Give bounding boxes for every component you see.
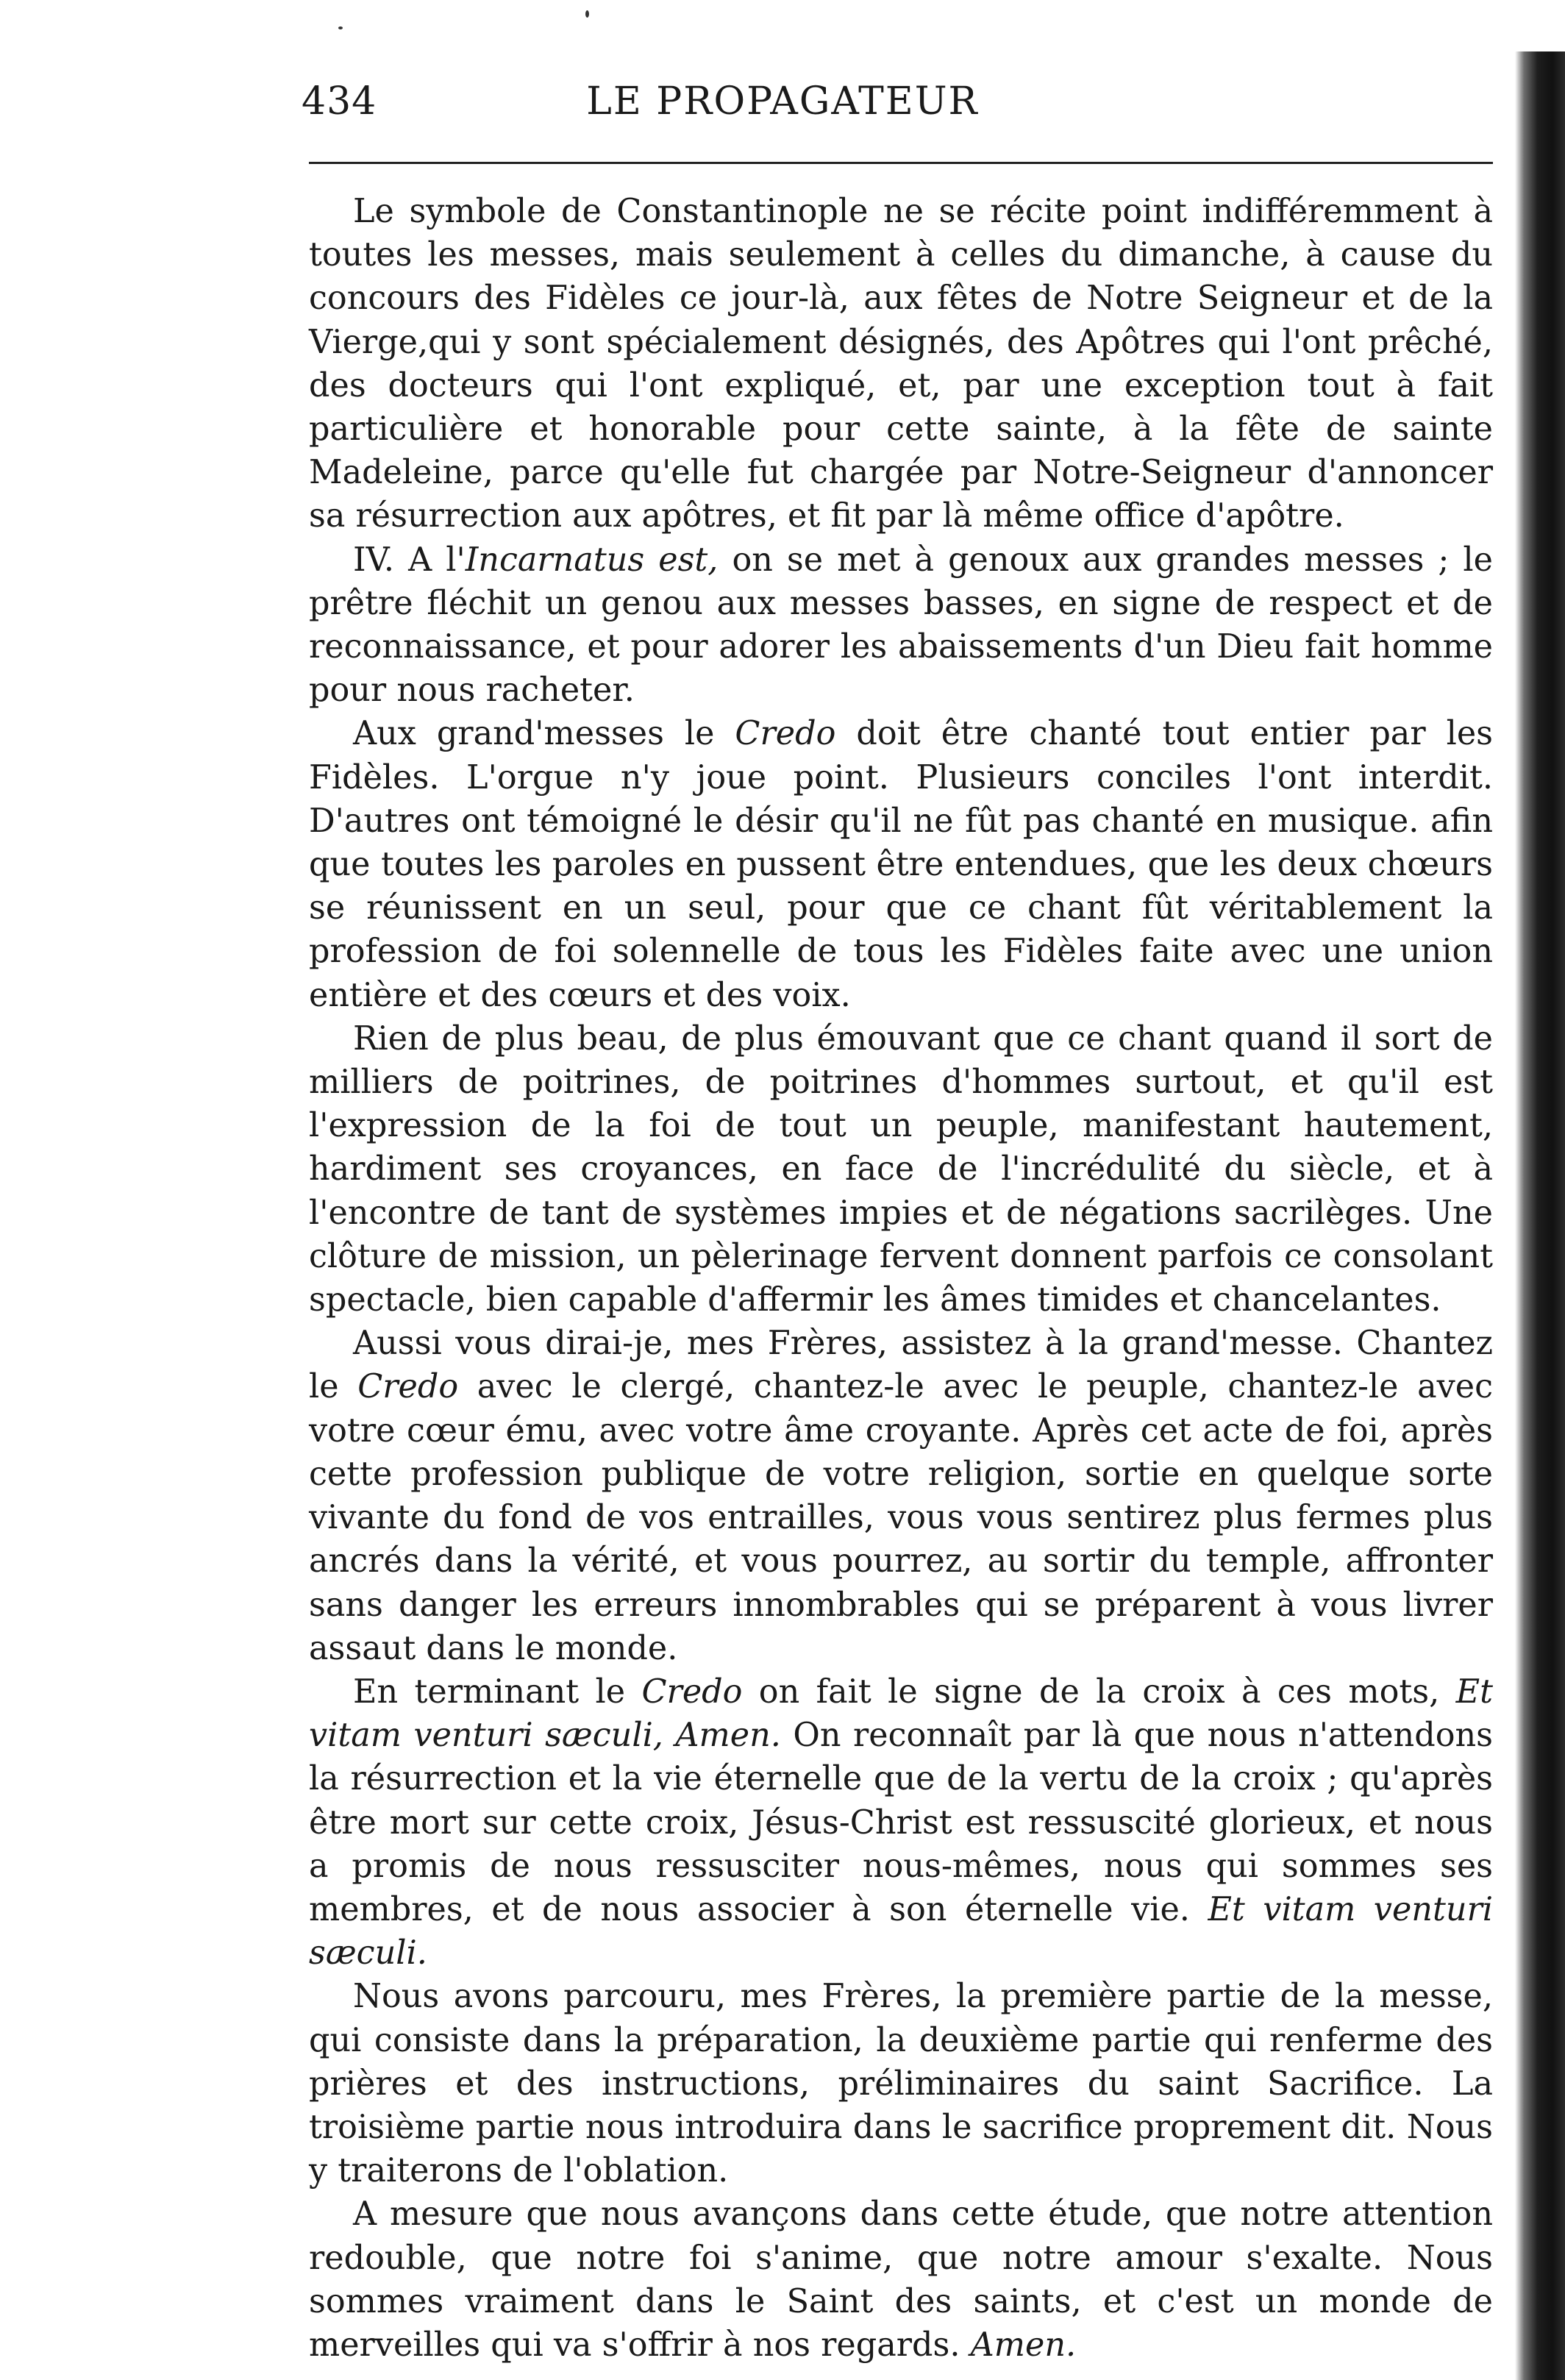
italic-phrase: Credo	[641, 1672, 743, 1711]
page-edge-shadow	[1515, 0, 1565, 2380]
header-rule	[309, 162, 1493, 164]
text-run: on fait le signe de la croix à ces mots,	[742, 1672, 1456, 1711]
ink-speck	[585, 10, 589, 18]
text-run: doit être chanté tout entier par les Fidèles. L'orgue n'y joue point. Plusieurs conciles l'ont interdit. D'autres ont témoigné le désir qu'il ne fût pas chanté en musique. afin que toutes les paroles en pussent être entendues, que les deux chœurs se réunissent en un seul, pour que ce chant fût véritablement la profession de foi solennelle de tous les Fidèles faite avec une union entière et des cœurs et des voix.	[309, 715, 1493, 1014]
paragraph	[309, 1670, 1493, 1975]
page-edge-top	[1515, 0, 1565, 51]
page-number: 434	[302, 79, 377, 124]
text-run: En terminant le	[353, 1672, 642, 1711]
text-run: Rien de plus beau, de plus émouvant que ce chant quand il sort de milliers de poitrines, de poitrines d'hommes surtout, et qu'il est l'expression de la foi de tout un peuple, manifestant hautement, hardiment ses croyances, en face de l'incrédulité du siècle, et à l'encontre de tant de systèmes impies et de négations sacrilèges. Une clôture de mission, un pèlerinage fervent donnent parfois ce consolant spectacle, bien capable d'affermir les âmes timides et chancelantes.	[309, 1019, 1493, 1319]
italic-phrase: Credo	[357, 1368, 459, 1406]
paragraph	[309, 1975, 1493, 2192]
text-run: Aux grand'messes le	[353, 715, 735, 753]
italic-phrase: Amen.	[970, 2326, 1077, 2364]
ink-speck	[338, 26, 343, 29]
paragraph	[309, 538, 1493, 713]
italic-phrase: Et vitam venturi sæculi, Amen.	[309, 1672, 1493, 1755]
text-run: A mesure que nous avançons dans cette étude, que notre attention redouble, que notre foi s'anime, que notre amour s'exalte. Nous sommes vraiment dans le Saint des saints, et c'est un monde de merveilles qui va s'offrir à nos regards.	[309, 2195, 1493, 2364]
body-text	[309, 190, 1493, 2367]
text-run: IV. A l'	[353, 541, 466, 579]
paragraph	[309, 1322, 1493, 1670]
italic-phrase: Credo	[735, 715, 836, 753]
text-run: Le symbole de Constantinople ne se récite point indifféremment à toutes les messes, mais seulement à celles du dimanche, à cause du concours des Fidèles ce jour-là, aux fêtes de Notre Seigneur et de la Vierge,qui y sont spécialement désignés, des Apôtres qui l'ont prêché, des docteurs qui l'ont expliqué, et, par une exception tout à fait particulière et honorable pour cette sainte, à la fête de sainte Madeleine, parce qu'elle fut chargée par Notre-Seigneur d'annoncer sa résurrection aux apôtres, et fit par là même office d'apôtre.	[309, 193, 1493, 535]
running-title: LE PROPAGATEUR	[586, 79, 979, 124]
paragraph	[309, 190, 1493, 538]
text-run: On reconnaît par là que nous n'attendons la résurrection et la vie éternelle que de la vertu de la croix ; qu'après être mort sur cette croix, Jésus-Christ est ressuscité glorieux, et nous a promis de nous ressusciter nous-mêmes, nous qui sommes ses membres, et de nous associer à son éternelle vie.	[309, 1717, 1493, 1928]
italic-phrase: Et vitam venturi sæculi.	[309, 1890, 1493, 1973]
paragraph	[309, 2192, 1493, 2367]
text-run: on se met à genoux aux grandes messes ; le prêtre fléchit un genou aux messes basses, en signe de respect et de reconnaissance, et pour adorer les abaissements d'un Dieu fait homme pour nous racheter.	[309, 541, 1493, 710]
paragraph	[309, 712, 1493, 1016]
italic-phrase: Incarnatus est,	[465, 541, 719, 579]
paragraph	[309, 1017, 1493, 1322]
text-run: Nous avons parcouru, mes Frères, la première partie de la messe, qui consiste dans la préparation, la deuxième partie qui renferme des prières et des instructions, préliminaires du saint Sacrifice. La troisième partie nous introduira dans le sacrifice proprement dit. Nous y traiterons de l'oblation.	[309, 1978, 1493, 2190]
text-run: Aussi vous dirai-je, mes Frères, assistez à la grand'messe. Chantez le	[309, 1325, 1493, 1406]
text-run: avec le clergé, chantez-le avec le peuple, chantez-le avec votre cœur ému, avec votre âme croyante. Après cet acte de foi, après cette profession publique de votre religion, sortie en quelque sorte vivante du fond de vos entrailles, vous vous sentirez plus fermes plus ancrés dans la vérité, et vous pourrez, au sortir du temple, affronter sans danger les erreurs innombrables qui se préparent à vous livrer assaut dans le monde.	[309, 1368, 1493, 1667]
